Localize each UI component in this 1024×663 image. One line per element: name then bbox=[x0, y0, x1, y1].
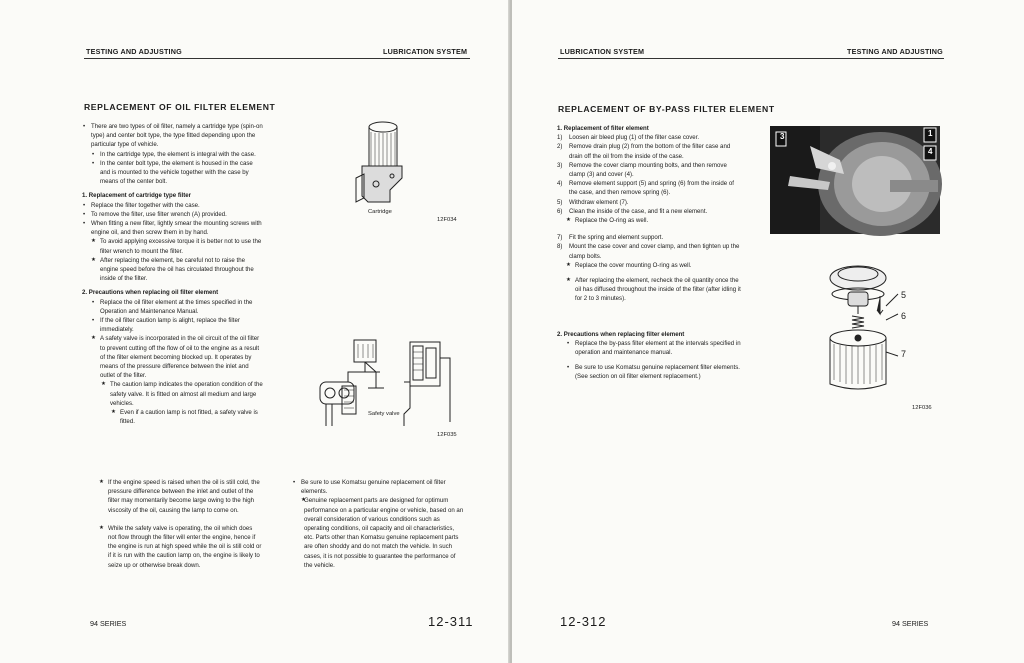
list-item: • Replace the oil filter element at the times specified in the Operation and Maintenance Manual. bbox=[82, 298, 264, 316]
section-heading: 1. Replacement of cartridge type filter bbox=[82, 192, 192, 200]
section-heading: 1. Replacement of filter element bbox=[557, 125, 649, 132]
note-item: ★ After replacing the element, be careful not to raise the engine speed before the oil has circulated throughout the inside of the filter. bbox=[82, 256, 264, 284]
bypass-filter-photo bbox=[770, 126, 940, 234]
figure-label: Cartridge bbox=[368, 209, 392, 215]
steps-column bbox=[557, 124, 741, 382]
header-section-right: LUBRICATION SYSTEM bbox=[383, 47, 468, 56]
note-item: ★ Replace the O-ring as well. bbox=[557, 216, 741, 225]
step-number: 7) bbox=[557, 234, 563, 242]
note-item: ★ If the engine speed is raised when the oil is still cold, the pressure difference between the inlet and outlet of the filter may momentarily become large owing to the high viscosity of the oil, causing the lamp to come on. bbox=[90, 478, 262, 515]
cartridge-filter-illustration bbox=[350, 118, 410, 213]
footer-series: 94 SERIES bbox=[90, 619, 127, 628]
note-item: ★ Replace the cover mounting O-ring as well. bbox=[557, 261, 741, 270]
footer-series: 94 SERIES bbox=[892, 619, 929, 628]
note-item: ★ A safety valve is incorporated in the oil circuit of the oil filter to prevent cutting off the flow of oil to the engine as a result of the filter element becoming blocked up. It operates by means of the pressure difference between the inlet and outlet of the filter. bbox=[82, 334, 264, 380]
header-rule bbox=[84, 58, 470, 59]
figure-label: Safety valve bbox=[368, 411, 400, 417]
list-item: • Replace the filter together with the case. bbox=[82, 201, 264, 210]
step-text: Clean the inside of the case, and fit a new element. bbox=[569, 207, 708, 215]
page-number: 12-311 bbox=[428, 614, 474, 629]
step-number: 3) bbox=[557, 161, 563, 169]
step-item bbox=[557, 142, 741, 160]
header-section-left: LUBRICATION SYSTEM bbox=[560, 47, 645, 56]
photo-callout-label: 4 bbox=[928, 147, 933, 156]
intro-sub-item: • In the center bolt type, the element is housed in the case and is mounted to the vehicle together with the case by means of the center bolt. bbox=[82, 159, 264, 187]
step-text: Remove the cover clamp mounting bolts, and then remove clamp (3) and cover (4). bbox=[569, 161, 727, 179]
diagram-callout-label: 7 bbox=[901, 349, 907, 359]
step-number: 6) bbox=[557, 207, 563, 215]
section-heading: 2. Precautions when replacing oil filter element bbox=[82, 289, 219, 297]
step-number: 2) bbox=[557, 143, 563, 151]
list-item: • If the oil filter caution lamp is alight, replace the filter immediately. bbox=[82, 316, 264, 334]
right-column-lower bbox=[292, 478, 464, 570]
right-page bbox=[512, 0, 1024, 663]
header-rule bbox=[558, 58, 944, 59]
note-item: ★ After replacing the element, recheck the oil quantity once the oil has diffused throughout the inside of the filter (after idling it for 2 to 3 minutes). bbox=[557, 276, 741, 304]
step-number: 1) bbox=[557, 134, 563, 142]
list-item: • Replace the by-pass filter element at the intervals specified in operation and maintenance manual. bbox=[557, 339, 741, 357]
page-number: 12-312 bbox=[560, 614, 607, 629]
step-item bbox=[557, 242, 741, 260]
figure-code: 12F036 bbox=[912, 405, 932, 411]
step-item bbox=[557, 233, 741, 242]
step-number: 8) bbox=[557, 243, 563, 251]
list-item: • To remove the filter, use filter wrench (A) provided. bbox=[82, 210, 264, 219]
list-item: • Be sure to use Komatsu genuine replacement filter elements. (See section on oil filter element replacement.) bbox=[557, 363, 741, 381]
figure-code: 12F034 bbox=[437, 217, 457, 223]
step-item bbox=[557, 179, 741, 197]
diagram-callout-label: 5 bbox=[901, 290, 907, 300]
left-page bbox=[0, 0, 510, 663]
step-text: Fit the spring and element support. bbox=[569, 234, 664, 242]
step-item bbox=[557, 198, 741, 207]
step-item bbox=[557, 133, 741, 142]
section-heading: 2. Precautions when replacing filter element bbox=[557, 330, 685, 338]
page-title: REPLACEMENT OF BY-PASS FILTER ELEMENT bbox=[558, 104, 775, 114]
header-section-right: TESTING AND ADJUSTING bbox=[847, 47, 943, 56]
diagram-callout-label: 6 bbox=[901, 311, 907, 321]
step-text: Mount the case cover and cover clamp, and then tighten up the clamp bolts. bbox=[569, 243, 740, 260]
photo-callout-label: 3 bbox=[780, 132, 785, 141]
step-text: Remove element support (5) and spring (6) from the inside of the case, and then remove spring (6). bbox=[569, 180, 734, 197]
step-text: Remove drain plug (2) from the bottom of the filter case and drain off the oil from the inside of the case. bbox=[569, 143, 731, 160]
step-text: Loosen air bleed plug (1) of the filter case cover. bbox=[569, 134, 700, 142]
exploded-filter-diagram bbox=[828, 256, 918, 396]
photo-callout-label: 1 bbox=[928, 129, 933, 138]
step-item bbox=[557, 207, 741, 216]
step-item bbox=[557, 161, 741, 179]
left-column-lower bbox=[90, 478, 262, 570]
left-column bbox=[82, 122, 264, 427]
note-item: ★ Even if a caution lamp is not fitted, a safety valve is fitted. bbox=[82, 408, 264, 426]
list-item: • When fitting a new filter, lightly smear the mounting screws with engine oil, and then screw them in by hand. bbox=[82, 219, 264, 237]
page-title: REPLACEMENT OF OIL FILTER ELEMENT bbox=[84, 102, 276, 112]
note-item: ★ While the safety valve is operating, the oil which does not flow through the filter will enter the engine, hence if the engine is run at high speed while the oil is still cold or if it is run with the caution lamp on, the engine is likely to seize up or otherwise break down. bbox=[90, 524, 262, 570]
step-number: 4) bbox=[557, 180, 563, 188]
intro-item: • There are two types of oil filter, namely a cartridge type (spin-on type) and center bolt type, the type fitted depending upon the particular type of vehicle. bbox=[82, 122, 264, 150]
header-section-left: TESTING AND ADJUSTING bbox=[86, 47, 182, 56]
list-item: • Be sure to use Komatsu genuine replacement oil filter elements. bbox=[292, 478, 464, 496]
figure-code: 12F035 bbox=[437, 432, 457, 438]
step-number: 5) bbox=[557, 198, 563, 206]
step-text: Withdraw element (7). bbox=[569, 198, 629, 206]
note-item: ★ To avoid applying excessive torque it is better not to use the filter wrench to mount the filter. bbox=[82, 237, 264, 255]
note-item: ★ Genuine replacement parts are designed for optimum performance on a particular engine or vehicle, based on an overall consideration of various conditions such as operating conditions, oil capacity and oil characteristics, etc. Parts other than Komatsu genuine replacement parts are often shoddy and do not match the vehicle. In such cases, it is not possible to guarantee the performance of the vehicle. bbox=[292, 496, 464, 570]
intro-sub-item: • In the cartridge type, the element is integral with the case. bbox=[82, 150, 264, 159]
note-item: ★ The caution lamp indicates the operation condition of the safety valve. It is fitted on almost all medium and large vehicles. bbox=[82, 380, 264, 408]
